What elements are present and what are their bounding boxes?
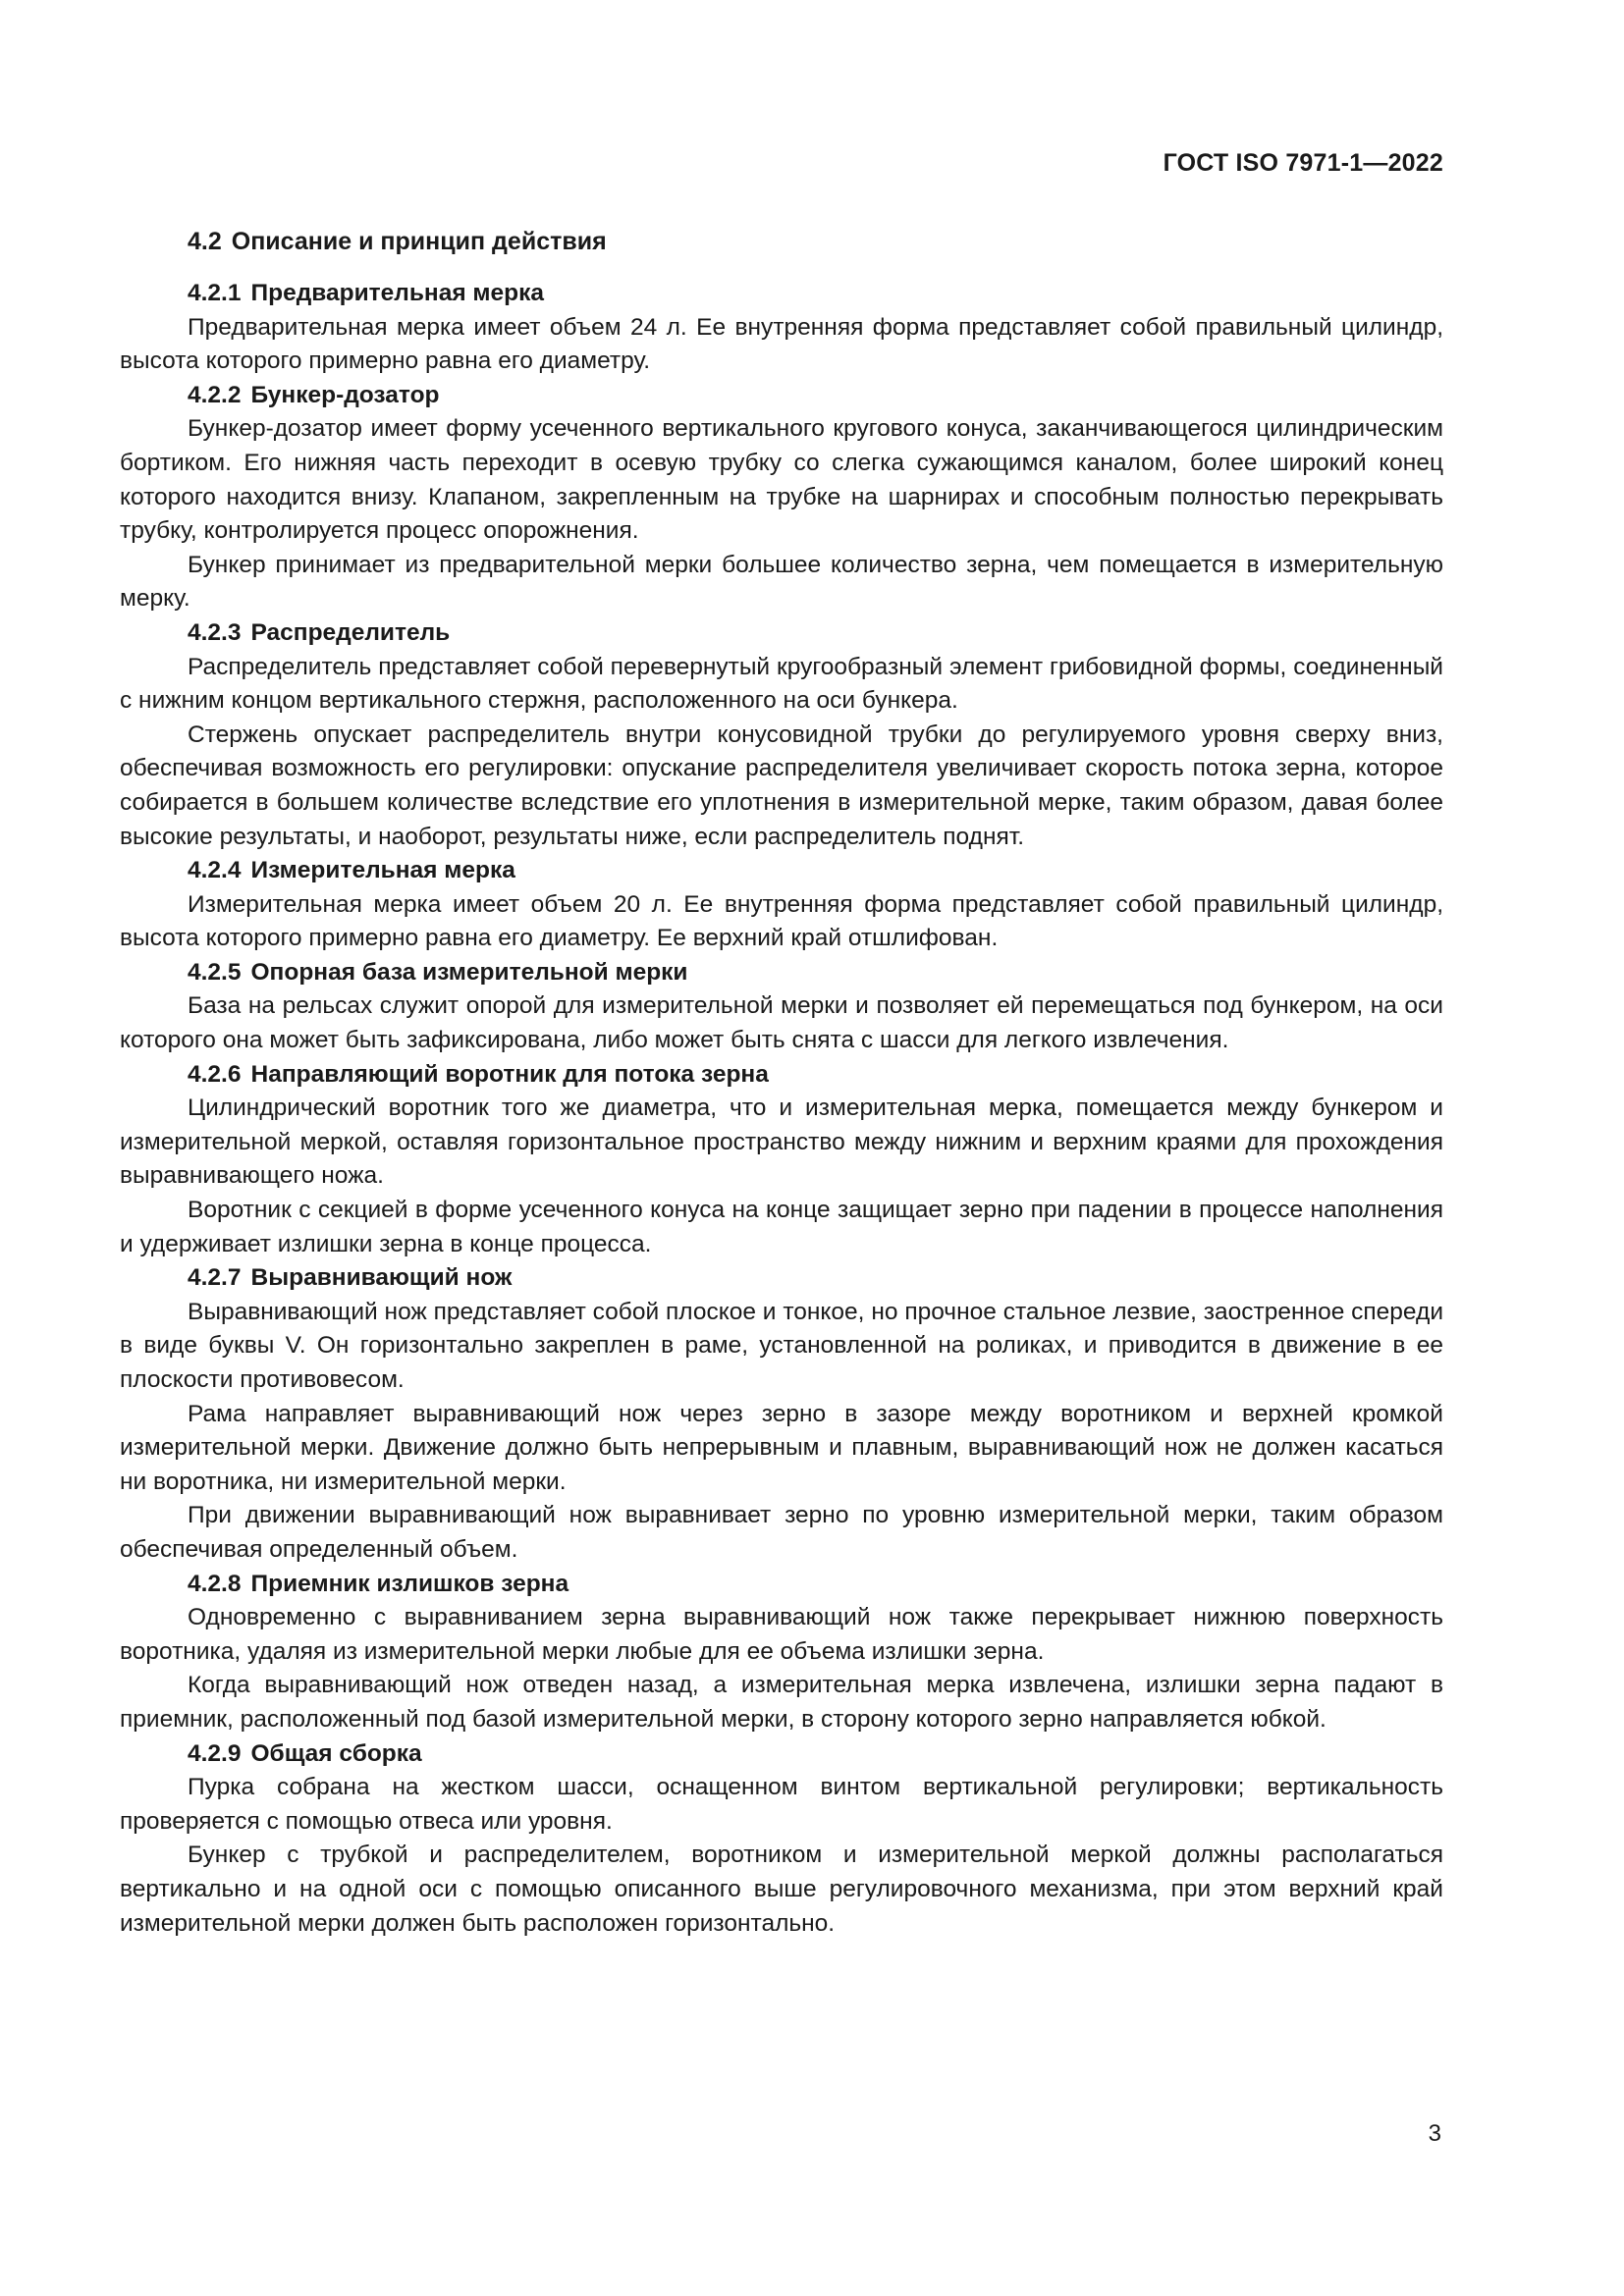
subsection [120, 379, 1443, 616]
subsection [120, 616, 1443, 854]
subsection-number: 4.2.7 [188, 1264, 242, 1292]
subsection [120, 1261, 1443, 1567]
subsection-number: 4.2.5 [188, 958, 242, 986]
section-number: 4.2 [188, 228, 222, 255]
subsections-list [120, 277, 1443, 1941]
paragraph: Измерительная мерка имеет объем 20 л. Ее внутренняя форма представляет собой правильный цилиндр, высота которого примерно равна его диаметру. Ее верхний край отшлифован. [120, 890, 1443, 952]
subsection [120, 277, 1443, 379]
subsection-heading [120, 1058, 1443, 1093]
subsection-title: Распределитель [250, 618, 451, 646]
paragraph: Бункер с трубкой и распределителем, воротником и измерительной меркой должны располагаться вертикально и на одной оси с помощью описанного выше регулировочного механизма, при этом верхний край измерительной мерки должен быть расположен горизонтально. [120, 1842, 1443, 1937]
subsection-title: Направляющий воротник для потока зерна [250, 1060, 769, 1088]
paragraph: Распределитель представляет собой перевернутый кругообразный элемент грибовидной формы, соединенный с нижним концом вертикального стержня, расположенного на оси бункера. [120, 653, 1443, 715]
subsection-heading [120, 616, 1443, 651]
paragraph: При движении выравнивающий нож выравнивает зерно по уровню измерительной мерки, таким образом обеспечивая определенный объем. [120, 1502, 1443, 1563]
subsection [120, 956, 1443, 1058]
subsection-number: 4.2.3 [188, 618, 242, 646]
subsection-heading [120, 277, 1443, 311]
paragraph: Пурка собрана на жестком шасси, оснащенном винтом вертикальной регулировки; вертикальность проверяется с помощью отвеса или уровня. [120, 1774, 1443, 1835]
paragraph: Бункер-дозатор имеет форму усеченного вертикального кругового конуса, заканчивающегося цилиндрическим бортиком. Его нижняя часть переходит в осевую трубку со слегка сужающимся каналом, более широкий конец которого находится внизу. Клапаном, закрепленным на трубке на шарнирах и способным полностью перекрывать трубку, контролируется процесс опорожнения. [120, 415, 1443, 545]
subsection [120, 854, 1443, 956]
subsection-number: 4.2.1 [188, 280, 242, 306]
subsection-title: Приемник излишков зерна [250, 1570, 569, 1597]
subsection-title: Опорная база измерительной мерки [250, 958, 688, 986]
subsection-heading [120, 1261, 1443, 1296]
paragraph: Одновременно с выравниванием зерна выравнивающий нож также перекрывает нижнюю поверхность воротника, удаляя из измерительной мерки любые для ее объема излишки зерна. [120, 1604, 1443, 1665]
paragraph: Когда выравнивающий нож отведен назад, а измерительная мерка извлечена, излишки зерна падают в приемник, расположенный под базой измерительной мерки, в сторону которого зерно направляется юбкой. [120, 1672, 1443, 1733]
subsection-heading [120, 956, 1443, 990]
paragraph: База на рельсах служит опорой для измерительной мерки и позволяет ей перемещаться под бункером, на оси которого она может быть зафиксирована, либо может быть снята с шасси для легкого извлечения. [120, 992, 1443, 1054]
subsection-title: Предварительная мерка [250, 280, 545, 306]
subsection-title: Бункер-дозатор [250, 381, 440, 408]
page-number: 3 [1428, 2120, 1441, 2147]
subsection-heading [120, 854, 1443, 888]
paragraph: Рама направляет выравнивающий нож через зерно в зазоре между воротником и верхней кромкой измерительной мерки. Движение должно быть непрерывным и плавным, выравнивающий нож не должен касаться ни воротника, ни измерительной мерки. [120, 1400, 1443, 1495]
subsection [120, 1568, 1443, 1737]
subsection [120, 1058, 1443, 1262]
subsection-number: 4.2.8 [188, 1570, 242, 1597]
subsection-number: 4.2.4 [188, 857, 242, 884]
subsection-number: 4.2.6 [188, 1060, 242, 1088]
subsection-title: Измерительная мерка [250, 857, 515, 884]
paragraph: Бункер принимает из предварительной мерки большее количество зерна, чем помещается в измерительную мерку. [120, 551, 1443, 613]
paragraph: Стержень опускает распределитель внутри конусовидной трубки до регулируемого уровня сверху вниз, обеспечивая возможность его регулировки: опускание распределителя увеличивает скорость потока зерна, которое собирается в большем количестве вследствие его уплотнения в измерительной мерке, таким образом, давая более высокие результаты, и наоборот, результаты ниже, если распределитель поднят. [120, 721, 1443, 850]
subsection-number: 4.2.9 [188, 1739, 242, 1767]
subsection-number: 4.2.2 [188, 381, 242, 408]
subsection-title: Выравнивающий нож [250, 1264, 513, 1292]
paragraph: Цилиндрический воротник того же диаметра, что и измерительная мерка, помещается между бункером и измерительной меркой, оставляя горизонтальное пространство между нижним и верхним краями для прохождения выравнивающего ножа. [120, 1095, 1443, 1190]
subsection [120, 1737, 1443, 1942]
subsection-heading [120, 1737, 1443, 1772]
paragraph: Воротник с секцией в форме усеченного конуса на конце защищает зерно при падении в процессе наполнения и удерживает излишки зерна в конце процесса. [120, 1197, 1443, 1257]
section-title-text: Описание и принцип действия [231, 228, 607, 255]
page-content [120, 224, 1443, 1941]
paragraph: Предварительная мерка имеет объем 24 л. Ее внутренняя форма представляет собой правильный цилиндр, высота которого примерно равна его диаметру. [120, 313, 1443, 375]
paragraph: Выравнивающий нож представляет собой плоское и тонкое, но прочное стальное лезвие, заостренное спереди в виде буквы V. Он горизонтально закреплен в раме, установленной на роликах, и приводится в движение в ее плоскости противовесом. [120, 1298, 1443, 1393]
subsection-title: Общая сборка [250, 1739, 422, 1767]
document-id-header: ГОСТ ISO 7971-1—2022 [1163, 149, 1443, 177]
section-title [120, 224, 1443, 259]
subsection-heading [120, 379, 1443, 413]
subsection-heading [120, 1568, 1443, 1602]
